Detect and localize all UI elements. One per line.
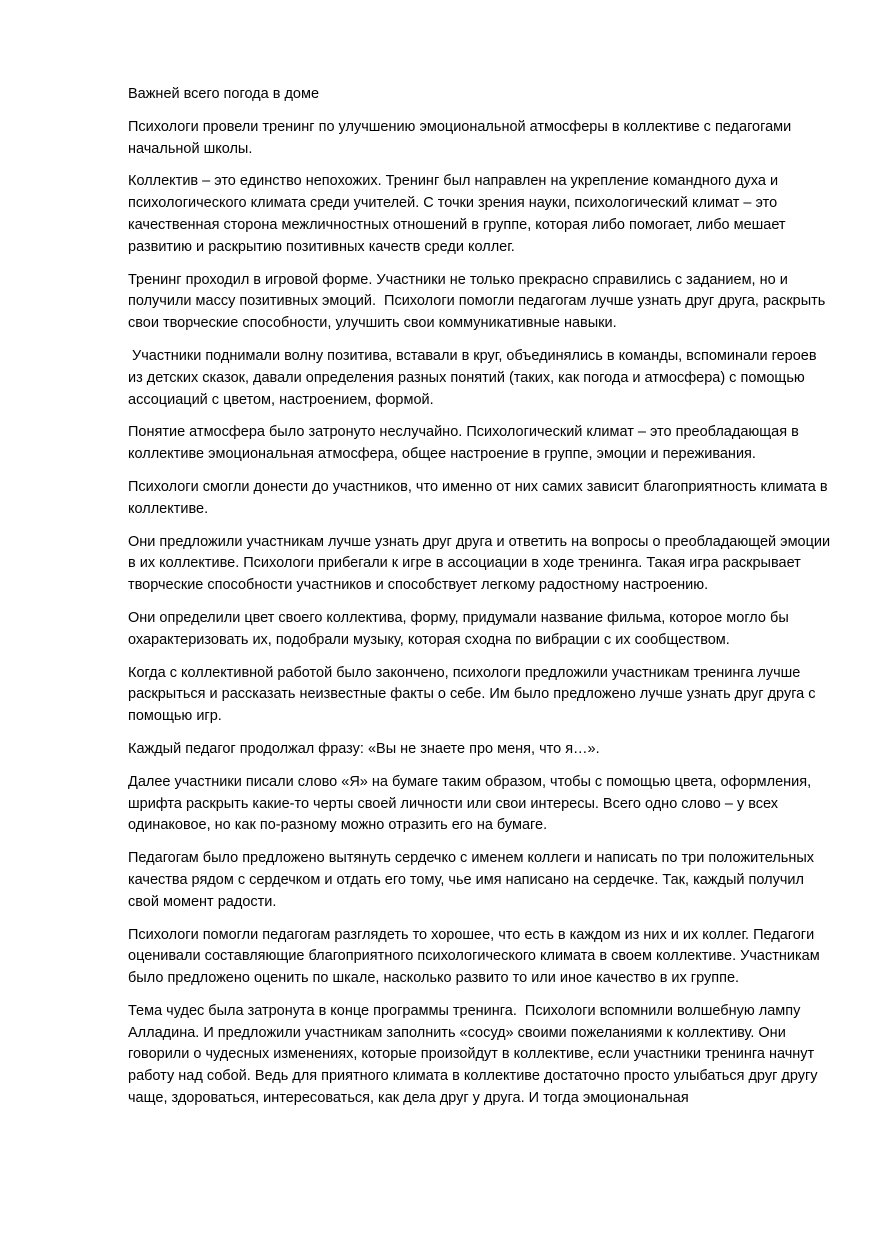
paragraph-1: Психологи провели тренинг по улучшению эмоциональной атмосферы в коллективе с педагогами начальной школы. [128,118,796,157]
paragraph-9: Когда с коллективной работой было закончено, психологи предложили участникам тренинга лучше раскрыться и рассказать неизвестные факты о себе. Им было предложено лучше узнать друг друга с помощью игр. [128,664,820,725]
paragraph-14: Тема чудес была затронута в конце программы тренинга. Психологи вспомнили волшебную лампу Алладина. И предложили участникам заполнить «сосуд» своими пожеланиями к коллективу. Они говорили о чудесных изменениях, которые произойдут в коллективе, если участники тренинга начнут работу над собой. Ведь для приятного климата в коллективе достаточно просто улыбаться друг другу чаще, здороваться, интересоваться, как дела друг у друга. И тогда эмоциональная [128,1002,822,1107]
paragraph-4: Участники поднимали волну позитива, вставали в круг, объединялись в команды, вспоминали героев из детских сказок, давали определения разных понятий (таких, как погода и атмосфера) с помощью ассоциаций с цветом, настроением, формой. [128,347,821,408]
paragraph-8: Они определили цвет своего коллектива, форму, придумали название фильма, которое могло бы охарактеризовать их, подобрали музыку, которая сходна по вибрации с их сообществом. [128,609,793,648]
paragraph-5: Понятие атмосфера было затронуто неслучайно. Психологический климат – это преобладающая в коллективе эмоциональная атмосфера, общее настроение в группе, эмоции и переживания. [128,424,803,463]
paragraph-7: Они предложили участникам лучше узнать друг друга и ответить на вопросы о преобладающей эмоции в их коллективе. Психологи прибегали к игре в ассоциации в ходе тренинга. Такая игра раскрывает творческие способности участников и способствует легкому радостному настроению. [128,533,835,594]
document-body [128,84,833,1121]
paragraph-10: Каждый педагог продолжал фразу: «Вы не знаете про меня, что я…». [128,740,600,757]
document-title: Важней всего погода в доме [128,86,320,102]
paragraph-6: Психологи смогли донести до участников, что именно от них самих зависит благоприятность климата в коллективе. [128,478,832,517]
paragraph-12: Педагогам было предложено вытянуть сердечко с именем коллеги и написать по три положительных качества рядом с сердечком и отдать его тому, чье имя написано на сердечке. Так, каждый получил свой момент радости. [128,850,819,910]
paragraph-13: Психологи помогли педагогам разглядеть то хорошее, что есть в каждом из них и их коллег. Педагоги оценивали составляющие благоприятного психологического климата в своем коллективе. Участникам было предложено оценить по шкале, насколько развито то или иное качество в их группе. [128,926,824,987]
paragraph-11: Далее участники писали слово «Я» на бумаге таким образом, чтобы с помощью цвета, оформления, шрифта раскрыть какие-то черты своей личности или свои интересы. Всего одно слово – у всех одинаковое, но как по-разному можно отразить его на бумаге. [128,773,816,834]
paragraph-2: Коллектив – это единство непохожих. Тренинг был направлен на укрепление командного духа и психологического климата среди учителей. С точки зрения науки, психологический климат – это качественная сторона межличностных отношений в группе, которая либо помогает, либо мешает развитию и раскрытию позитивных качеств среди коллег. [128,173,790,255]
paragraph-3: Тренинг проходил в игровой форме. Участники не только прекрасно справились с заданием, но и получили массу позитивных эмоций. Психологи помогли педагогам лучше узнать друг друга, раскрыть свои творческие способности, улучшить свои коммуникативные навыки. [128,271,830,332]
